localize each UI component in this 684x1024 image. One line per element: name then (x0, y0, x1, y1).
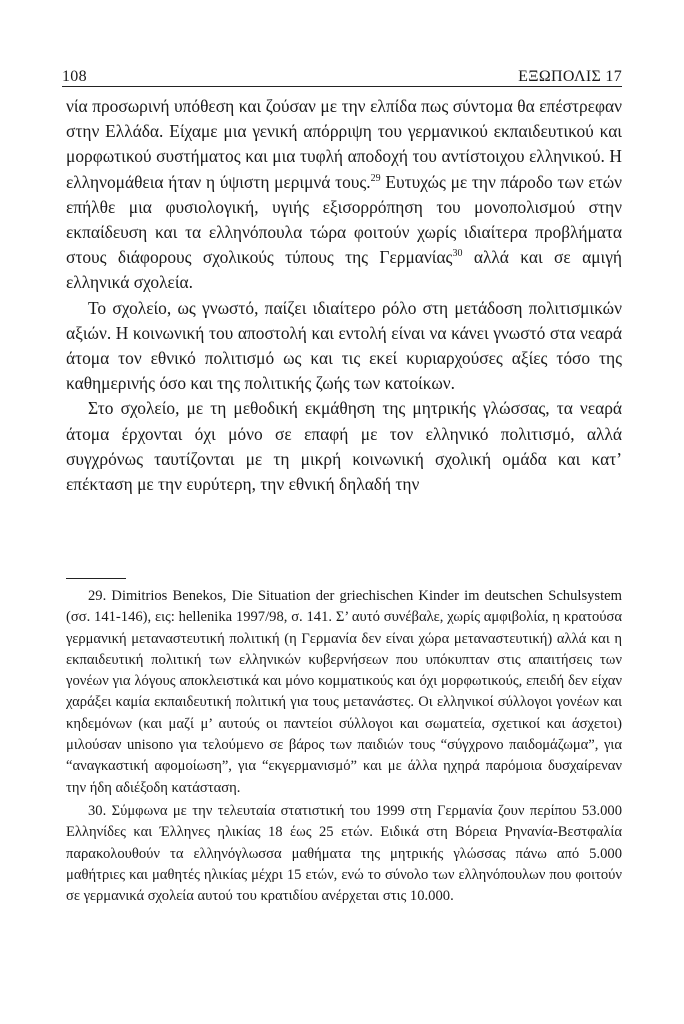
paragraph-1-part-c: αλλά και σε αμιγή ελληνικά σχολεία. (66, 247, 623, 293)
paragraph-2: Το σχολείο, ως γνωστό, παίζει ιδιαίτερο ρόλο στη μετάδοση πολιτισμικών αξιών. Η κοινωνική του αποστολή και εντολή είναι να κάνει γνωστό στα νεαρά άτομα τον εθνικό πολιτισμό ως και τις εκεί κυριαρχούσες αξίες τόσο της καθημερινής όσο και της πολιτικής ζωής των κατοίκων. (66, 297, 622, 394)
footnote-ref-29: 29 (370, 172, 381, 184)
footnote-rule (66, 578, 126, 579)
footnote-30: 30. Σύμφωνα με την τελευταία στατιστική του 1999 στη Γερμανία ζουν περίπου 53.000 Ελληνίδες και Έλληνες ηλικίας 18 έως 25 ετών. Ειδικά στη Βόρεια Ρηνανία-Βεστφαλία παρακολουθούν τα ελληνόγλωσσα μαθήματα της μητρικής γλώσσας πάνω από 5.000 μαθήτριες και μαθητές ηλικίας μέχρι 15 ετών, ενώ το σύνολο των ελληνόπουλων που φοιτούν σε γερμανικά σχολεία αυτού του κρατιδίου ανέρχεται στις 10.000. (66, 802, 622, 905)
footnote-29: 29. Dimitrios Benekos, Die Situation der griechischen Kinder im deutschen Schulsystem (σσ. 141-146), εις: hellenika 1997/98, σ. 141. Σ’ αυτό συνέβαλε, χωρίς αμφιβολία, η κρατούσα γερμανική μεταναστευτική πολιτική (η Γερμανία δεν είναι χώρα μεταναστευτική) αλλά και η εκπαιδευτική πολιτική των ελληνικών κυβερνήσεων που υπόκυπταν στις απαιτήσεις των γονέων για λόγους αποκλειστικά και μόνο κομματικούς και όχι μορφωτικούς, επειδή δεν είχαν χαράξει καμία εκπαιδευτική πολιτική για τους μετανάστες. Οι ελληνικοί σύλλογοι γονέων και κηδεμόνων (και μαζί μ’ αυτούς οι παντείοι σύλλογοι και σωματεία, σχετικοί και άσχετοι) μιλούσαν unisono για τελούμενο σε βάρος των παιδιών τους “σύγχρονο παιδομάζωμα”, για “αναγκαστική αφομοίωση”, για “εκγερμανισμό” και με άλλα ηχηρά παρόμοια δυσχαίρεναν την ήδη αδιέξοδη κατάσταση. (66, 588, 622, 796)
body-text (66, 94, 622, 497)
paragraph-3: Στο σχολείο, με τη μεθοδική εκμάθηση της μητρικής γλώσσας, τα νεαρά άτομα έρχονται όχι μόνο σε επαφή με τον ελληνικό πολιτισμό, αλλά συγχρόνως ταυτίζονται με τη μικρή κοινωνική σχολική ομάδα και κατ’ επέκταση με την ευρύτερη, την εθνική δηλαδή την (66, 398, 622, 495)
page-header (62, 62, 622, 86)
footnote-ref-30: 30 (452, 248, 463, 260)
footnotes (66, 586, 622, 907)
header-rule (62, 86, 622, 87)
page-number: 108 (62, 68, 87, 85)
paragraph-1-part-b: Ευτυχώς με την πάροδο των ετών επήλθε μια φυσιολογική, υγιής εξισορρόπηση του μονοπολισμού στην εκπαίδευση και τα ελληνόπουλα τώρα φοιτούν χωρίς ιδιαίτερα προβλήματα στους διάφορους σχολικούς τύπους της Γερμανίας (66, 171, 623, 268)
paragraph-1 (66, 94, 622, 296)
paragraph-1-part-a: νία προσωρινή υπόθεση και ζούσαν με την ελπίδα πως σύντομα θα επέστρεφαν στην Ελλάδα. Είχαμε μια γενική απόρριψη του γερμανικού εκπαιδευτικού και μορφωτικού συστήματος και μια τυφλή αποδοχή του αντίστοιχου ελληνικού. Η ελληνομάθεια ήταν η ύψιστη μεριμνά τους. (66, 96, 622, 192)
running-title: ΕΞΩΠΟΛΙΣ 17 (518, 68, 622, 85)
